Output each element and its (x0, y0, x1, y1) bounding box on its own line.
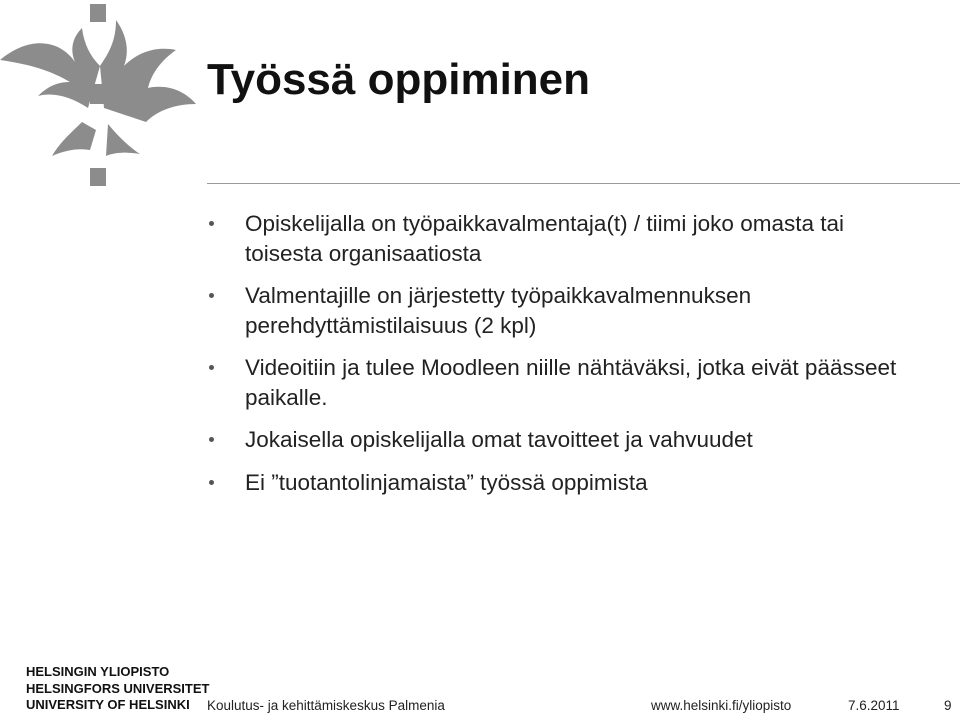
page-number: 9 (944, 698, 952, 713)
bullet-dot-icon (209, 437, 214, 442)
bullet-item (205, 353, 925, 412)
bullet-dot-icon (209, 293, 214, 298)
bullet-item (205, 281, 925, 340)
university-name-en: UNIVERSITY OF HELSINKI (26, 697, 190, 712)
slide-title: Työssä oppiminen (207, 55, 591, 104)
bullet-text: Ei ”tuotantolinjamaista” työssä oppimista (245, 469, 648, 495)
title-divider (207, 183, 960, 184)
bullet-text: Valmentajille on järjestetty työpaikkavalmennuksen perehdyttämistilaisuus (2 kpl) (245, 283, 752, 338)
university-logo-icon (0, 0, 200, 190)
university-name-fi: HELSINGIN YLIOPISTO (26, 664, 170, 679)
bullet-text: Videoitiin ja tulee Moodleen niille nähtäväksi, jotka eivät päässeet paikalle. (245, 355, 897, 410)
bullet-item (205, 425, 925, 455)
bullet-dot-icon (209, 480, 214, 485)
footer-date: 7.6.2011 (848, 698, 900, 713)
bullet-dot-icon (209, 221, 214, 226)
bullet-dot-icon (209, 365, 214, 370)
footer-unit: Koulutus- ja kehittämiskeskus Palmenia (207, 698, 445, 713)
bullet-item (205, 468, 925, 498)
footer-url: www.helsinki.fi/yliopisto (651, 698, 792, 713)
bullet-text: Jokaisella opiskelijalla omat tavoitteet ja vahvuudet (245, 427, 753, 452)
university-name-sv: HELSINGFORS UNIVERSITET (26, 680, 210, 696)
university-name-block (26, 664, 209, 714)
bullet-list (205, 209, 925, 510)
bullet-item (205, 209, 925, 268)
bullet-text: Opiskelijalla on työpaikkavalmentaja(t) / tiimi joko omasta tai toisesta organisaatiosta (245, 211, 844, 266)
